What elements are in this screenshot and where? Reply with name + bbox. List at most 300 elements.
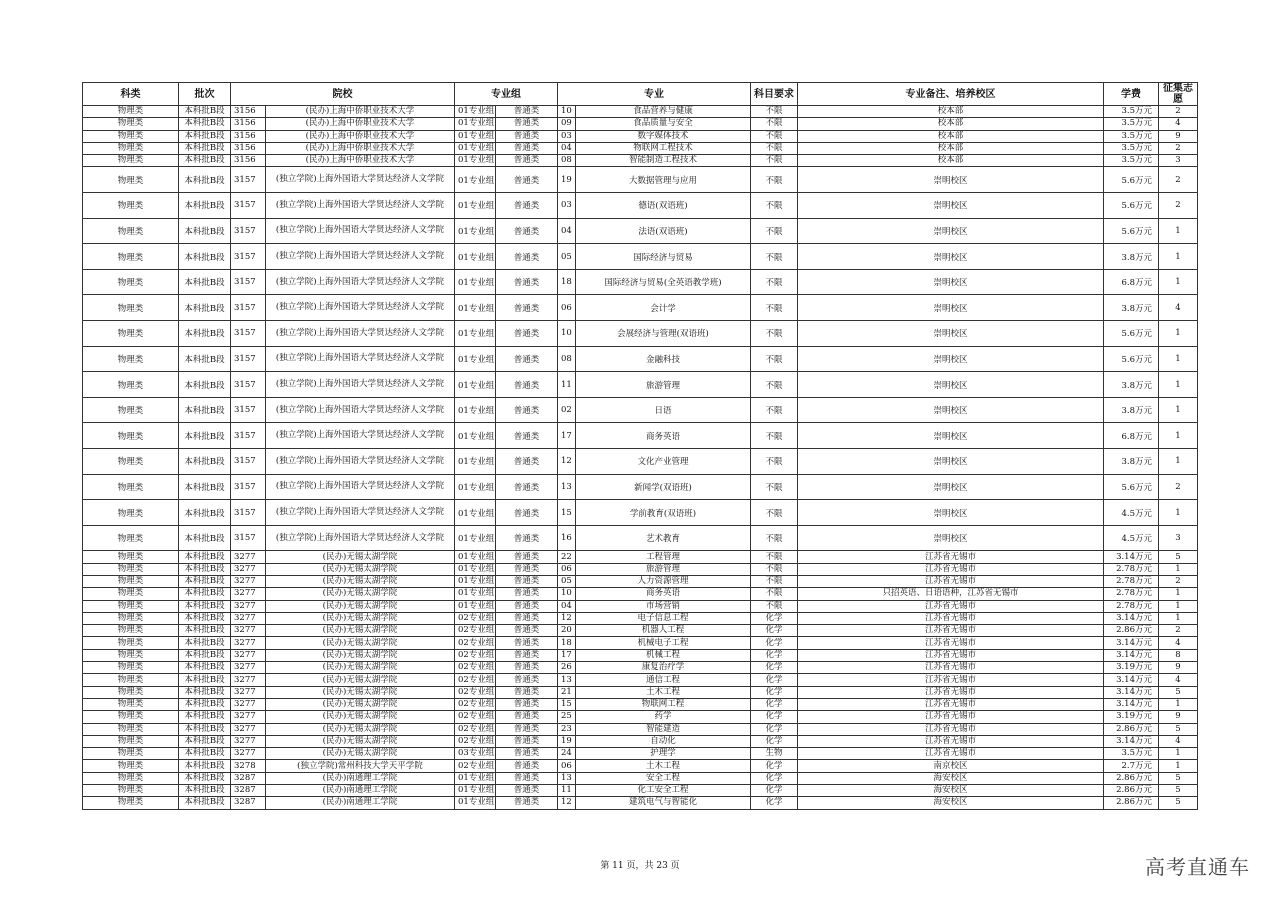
group-type-cell: 普通类 xyxy=(496,372,558,398)
solicit-count-cell: 3 xyxy=(1159,525,1198,551)
group-cell: 02专业组 xyxy=(455,637,496,649)
major-code-cell: 19 xyxy=(558,735,576,747)
group-type-cell: 普通类 xyxy=(496,772,558,784)
batch-cell: 本科批B段 xyxy=(179,500,231,526)
subject-req-cell: 不限 xyxy=(751,372,798,398)
group-cell: 01专业组 xyxy=(455,500,496,526)
table-row xyxy=(83,674,1198,686)
major-name-cell: 智能建造 xyxy=(576,723,751,735)
major-name-cell: 国际经济与贸易(全英语教学班) xyxy=(576,269,751,295)
solicit-count-cell: 1 xyxy=(1159,563,1198,575)
group-type-cell: 普通类 xyxy=(496,193,558,219)
major-name-cell: 通信工程 xyxy=(576,674,751,686)
tuition-cell: 3.14万元 xyxy=(1104,698,1159,710)
table-row xyxy=(83,649,1198,661)
campus-note-cell: 江苏省无锡市 xyxy=(798,723,1104,735)
category-cell: 物理类 xyxy=(83,118,179,130)
campus-note-cell: 海安校区 xyxy=(798,785,1104,797)
major-name-cell: 商务英语 xyxy=(576,423,751,449)
school-name-cell: (民办)无锡太湖学院 xyxy=(266,674,455,686)
major-name-cell: 日语 xyxy=(576,397,751,423)
col-header-tuition: 学费 xyxy=(1104,83,1159,106)
school-name-cell: (民办)无锡太湖学院 xyxy=(266,600,455,612)
tuition-cell: 3.8万元 xyxy=(1104,449,1159,475)
school-code-cell: 3277 xyxy=(231,649,266,661)
batch-cell: 本科批B段 xyxy=(179,551,231,563)
solicit-count-cell: 2 xyxy=(1159,106,1198,118)
tuition-cell: 3.14万元 xyxy=(1104,649,1159,661)
school-code-cell: 3278 xyxy=(231,760,266,772)
group-cell: 01专业组 xyxy=(455,785,496,797)
table-row xyxy=(83,118,1198,130)
major-code-cell: 12 xyxy=(558,449,576,475)
solicit-count-cell: 1 xyxy=(1159,600,1198,612)
group-type-cell: 普通类 xyxy=(496,500,558,526)
major-code-cell: 13 xyxy=(558,772,576,784)
group-cell: 01专业组 xyxy=(455,588,496,600)
batch-cell: 本科批B段 xyxy=(179,372,231,398)
major-name-cell: 机器人工程 xyxy=(576,625,751,637)
group-cell: 01专业组 xyxy=(455,797,496,809)
group-type-cell: 普通类 xyxy=(496,551,558,563)
batch-cell: 本科批B段 xyxy=(179,735,231,747)
table-row xyxy=(83,474,1198,500)
table-row xyxy=(83,142,1198,154)
major-name-cell: 旅游管理 xyxy=(576,563,751,575)
school-code-cell: 3157 xyxy=(231,525,266,551)
table-row xyxy=(83,130,1198,142)
table-row xyxy=(83,588,1198,600)
group-cell: 02专业组 xyxy=(455,649,496,661)
campus-note-cell: 崇明校区 xyxy=(798,295,1104,321)
major-name-cell: 法语(双语班) xyxy=(576,218,751,244)
table-body xyxy=(83,106,1198,810)
campus-note-cell: 江苏省无锡市 xyxy=(798,575,1104,587)
group-type-cell: 普通类 xyxy=(496,295,558,321)
category-cell: 物理类 xyxy=(83,760,179,772)
category-cell: 物理类 xyxy=(83,735,179,747)
batch-cell: 本科批B段 xyxy=(179,625,231,637)
major-code-cell: 24 xyxy=(558,748,576,760)
school-code-cell: 3277 xyxy=(231,637,266,649)
category-cell: 物理类 xyxy=(83,637,179,649)
tuition-cell: 3.5万元 xyxy=(1104,142,1159,154)
school-name-cell: (民办)无锡太湖学院 xyxy=(266,686,455,698)
batch-cell: 本科批B段 xyxy=(179,748,231,760)
subject-req-cell: 不限 xyxy=(751,118,798,130)
group-cell: 02专业组 xyxy=(455,698,496,710)
subject-req-cell: 化学 xyxy=(751,723,798,735)
solicit-count-cell: 5 xyxy=(1159,785,1198,797)
batch-cell: 本科批B段 xyxy=(179,449,231,475)
category-cell: 物理类 xyxy=(83,193,179,219)
solicit-count-cell: 5 xyxy=(1159,686,1198,698)
major-code-cell: 03 xyxy=(558,130,576,142)
header-row xyxy=(83,83,1198,106)
major-name-cell: 金融科技 xyxy=(576,346,751,372)
group-type-cell: 普通类 xyxy=(496,244,558,270)
solicit-count-cell: 1 xyxy=(1159,612,1198,624)
solicit-count-cell: 1 xyxy=(1159,321,1198,347)
table-row xyxy=(83,500,1198,526)
batch-cell: 本科批B段 xyxy=(179,612,231,624)
page-number: 第 11 页，共 23 页 xyxy=(600,861,680,871)
solicit-count-cell: 1 xyxy=(1159,218,1198,244)
school-code-cell: 3157 xyxy=(231,500,266,526)
table-row xyxy=(83,563,1198,575)
subject-req-cell: 不限 xyxy=(751,575,798,587)
subject-req-cell: 化学 xyxy=(751,674,798,686)
col-header-subject-req: 科目要求 xyxy=(751,83,798,106)
school-code-cell: 3157 xyxy=(231,269,266,295)
major-name-cell: 康复治疗学 xyxy=(576,662,751,674)
school-code-cell: 3277 xyxy=(231,662,266,674)
campus-note-cell: 江苏省无锡市 xyxy=(798,649,1104,661)
solicit-count-cell: 2 xyxy=(1159,575,1198,587)
group-type-cell: 普通类 xyxy=(496,142,558,154)
campus-note-cell: 江苏省无锡市 xyxy=(798,662,1104,674)
category-cell: 物理类 xyxy=(83,269,179,295)
group-type-cell: 普通类 xyxy=(496,218,558,244)
school-name-cell: (独立学院)上海外国语大学贤达经济人文学院 xyxy=(266,397,455,423)
group-cell: 01专业组 xyxy=(455,321,496,347)
category-cell: 物理类 xyxy=(83,142,179,154)
school-name-cell: (民办)无锡太湖学院 xyxy=(266,563,455,575)
major-code-cell: 17 xyxy=(558,423,576,449)
major-name-cell: 药学 xyxy=(576,711,751,723)
subject-req-cell: 不限 xyxy=(751,269,798,295)
group-cell: 01专业组 xyxy=(455,423,496,449)
major-code-cell: 18 xyxy=(558,269,576,295)
school-name-cell: (独立学院)上海外国语大学贤达经济人文学院 xyxy=(266,167,455,193)
school-code-cell: 3277 xyxy=(231,625,266,637)
school-name-cell: (独立学院)上海外国语大学贤达经济人文学院 xyxy=(266,423,455,449)
category-cell: 物理类 xyxy=(83,600,179,612)
major-code-cell: 10 xyxy=(558,588,576,600)
category-cell: 物理类 xyxy=(83,500,179,526)
admission-table xyxy=(82,82,1198,810)
tuition-cell: 3.8万元 xyxy=(1104,295,1159,321)
solicit-count-cell: 4 xyxy=(1159,118,1198,130)
solicit-count-cell: 1 xyxy=(1159,760,1198,772)
batch-cell: 本科批B段 xyxy=(179,244,231,270)
school-name-cell: (民办)无锡太湖学院 xyxy=(266,612,455,624)
table-row xyxy=(83,748,1198,760)
table-row xyxy=(83,662,1198,674)
table-row xyxy=(83,218,1198,244)
category-cell: 物理类 xyxy=(83,662,179,674)
subject-req-cell: 化学 xyxy=(751,637,798,649)
major-code-cell: 26 xyxy=(558,662,576,674)
major-code-cell: 19 xyxy=(558,167,576,193)
solicit-count-cell: 1 xyxy=(1159,269,1198,295)
category-cell: 物理类 xyxy=(83,244,179,270)
solicit-count-cell: 2 xyxy=(1159,167,1198,193)
tuition-cell: 5.6万元 xyxy=(1104,193,1159,219)
table-row xyxy=(83,193,1198,219)
major-name-cell: 艺术教育 xyxy=(576,525,751,551)
group-cell: 01专业组 xyxy=(455,155,496,167)
major-name-cell: 食品营养与健康 xyxy=(576,106,751,118)
group-cell: 02专业组 xyxy=(455,735,496,747)
subject-req-cell: 不限 xyxy=(751,500,798,526)
group-type-cell: 普通类 xyxy=(496,397,558,423)
batch-cell: 本科批B段 xyxy=(179,686,231,698)
subject-req-cell: 化学 xyxy=(751,785,798,797)
major-code-cell: 12 xyxy=(558,797,576,809)
subject-req-cell: 不限 xyxy=(751,551,798,563)
subject-req-cell: 不限 xyxy=(751,167,798,193)
major-name-cell: 物联网工程 xyxy=(576,698,751,710)
major-code-cell: 13 xyxy=(558,474,576,500)
subject-req-cell: 化学 xyxy=(751,662,798,674)
school-code-cell: 3277 xyxy=(231,600,266,612)
major-name-cell: 土木工程 xyxy=(576,760,751,772)
campus-note-cell: 海安校区 xyxy=(798,797,1104,809)
group-cell: 01专业组 xyxy=(455,193,496,219)
group-type-cell: 普通类 xyxy=(496,563,558,575)
category-cell: 物理类 xyxy=(83,474,179,500)
campus-note-cell: 江苏省无锡市 xyxy=(798,637,1104,649)
tuition-cell: 3.14万元 xyxy=(1104,686,1159,698)
campus-note-cell: 崇明校区 xyxy=(798,346,1104,372)
campus-note-cell: 江苏省无锡市 xyxy=(798,711,1104,723)
school-code-cell: 3277 xyxy=(231,723,266,735)
group-type-cell: 普通类 xyxy=(496,698,558,710)
group-type-cell: 普通类 xyxy=(496,106,558,118)
group-cell: 01专业组 xyxy=(455,575,496,587)
school-name-cell: (民办)无锡太湖学院 xyxy=(266,625,455,637)
solicit-count-cell: 4 xyxy=(1159,674,1198,686)
group-type-cell: 普通类 xyxy=(496,155,558,167)
subject-req-cell: 不限 xyxy=(751,321,798,347)
solicit-count-cell: 9 xyxy=(1159,711,1198,723)
col-header-school: 院校 xyxy=(231,83,455,106)
group-cell: 02专业组 xyxy=(455,760,496,772)
tuition-cell: 3.14万元 xyxy=(1104,612,1159,624)
category-cell: 物理类 xyxy=(83,346,179,372)
group-cell: 02专业组 xyxy=(455,674,496,686)
batch-cell: 本科批B段 xyxy=(179,588,231,600)
major-code-cell: 05 xyxy=(558,244,576,270)
category-cell: 物理类 xyxy=(83,748,179,760)
major-code-cell: 06 xyxy=(558,760,576,772)
table-row xyxy=(83,106,1198,118)
major-code-cell: 09 xyxy=(558,118,576,130)
tuition-cell: 3.14万元 xyxy=(1104,637,1159,649)
major-code-cell: 10 xyxy=(558,321,576,347)
category-cell: 物理类 xyxy=(83,551,179,563)
col-header-notes-campus: 专业备注、培养校区 xyxy=(798,83,1104,106)
batch-cell: 本科批B段 xyxy=(179,474,231,500)
major-code-cell: 10 xyxy=(558,106,576,118)
school-code-cell: 3277 xyxy=(231,563,266,575)
school-name-cell: (民办)无锡太湖学院 xyxy=(266,735,455,747)
solicit-count-cell: 1 xyxy=(1159,449,1198,475)
group-type-cell: 普通类 xyxy=(496,588,558,600)
subject-req-cell: 化学 xyxy=(751,698,798,710)
batch-cell: 本科批B段 xyxy=(179,785,231,797)
subject-req-cell: 不限 xyxy=(751,474,798,500)
tuition-cell: 6.8万元 xyxy=(1104,269,1159,295)
category-cell: 物理类 xyxy=(83,372,179,398)
campus-note-cell: 江苏省无锡市 xyxy=(798,563,1104,575)
campus-note-cell: 江苏省无锡市 xyxy=(798,551,1104,563)
batch-cell: 本科批B段 xyxy=(179,106,231,118)
campus-note-cell: 崇明校区 xyxy=(798,193,1104,219)
table-row xyxy=(83,346,1198,372)
group-cell: 02专业组 xyxy=(455,625,496,637)
group-type-cell: 普通类 xyxy=(496,637,558,649)
school-code-cell: 3157 xyxy=(231,397,266,423)
batch-cell: 本科批B段 xyxy=(179,118,231,130)
campus-note-cell: 崇明校区 xyxy=(798,474,1104,500)
solicit-count-cell: 1 xyxy=(1159,588,1198,600)
campus-note-cell: 校本部 xyxy=(798,130,1104,142)
table-row xyxy=(83,698,1198,710)
group-type-cell: 普通类 xyxy=(496,423,558,449)
school-name-cell: (独立学院)上海外国语大学贤达经济人文学院 xyxy=(266,321,455,347)
group-cell: 01专业组 xyxy=(455,269,496,295)
major-name-cell: 人力资源管理 xyxy=(576,575,751,587)
major-name-cell: 德语(双语班) xyxy=(576,193,751,219)
school-name-cell: (独立学院)上海外国语大学贤达经济人文学院 xyxy=(266,372,455,398)
group-type-cell: 普通类 xyxy=(496,785,558,797)
group-type-cell: 普通类 xyxy=(496,748,558,760)
category-cell: 物理类 xyxy=(83,698,179,710)
major-code-cell: 06 xyxy=(558,295,576,321)
school-code-cell: 3287 xyxy=(231,797,266,809)
batch-cell: 本科批B段 xyxy=(179,295,231,321)
group-type-cell: 普通类 xyxy=(496,167,558,193)
batch-cell: 本科批B段 xyxy=(179,760,231,772)
batch-cell: 本科批B段 xyxy=(179,637,231,649)
major-name-cell: 电子信息工程 xyxy=(576,612,751,624)
school-name-cell: (民办)无锡太湖学院 xyxy=(266,649,455,661)
group-cell: 02专业组 xyxy=(455,662,496,674)
major-name-cell: 会计学 xyxy=(576,295,751,321)
table-row xyxy=(83,772,1198,784)
table-row xyxy=(83,575,1198,587)
major-name-cell: 旅游管理 xyxy=(576,372,751,398)
group-cell: 01专业组 xyxy=(455,218,496,244)
campus-note-cell: 江苏省无锡市 xyxy=(798,600,1104,612)
category-cell: 物理类 xyxy=(83,106,179,118)
campus-note-cell: 崇明校区 xyxy=(798,500,1104,526)
subject-req-cell: 化学 xyxy=(751,711,798,723)
major-name-cell: 会展经济与管理(双语班) xyxy=(576,321,751,347)
major-name-cell: 文化产业管理 xyxy=(576,449,751,475)
school-name-cell: (独立学院)上海外国语大学贤达经济人文学院 xyxy=(266,269,455,295)
category-cell: 物理类 xyxy=(83,723,179,735)
campus-note-cell: 江苏省无锡市 xyxy=(798,674,1104,686)
batch-cell: 本科批B段 xyxy=(179,600,231,612)
school-name-cell: (民办)南通理工学院 xyxy=(266,785,455,797)
school-code-cell: 3277 xyxy=(231,674,266,686)
campus-note-cell: 江苏省无锡市 xyxy=(798,748,1104,760)
solicit-count-cell: 5 xyxy=(1159,797,1198,809)
subject-req-cell: 生物 xyxy=(751,748,798,760)
subject-req-cell: 不限 xyxy=(751,130,798,142)
batch-cell: 本科批B段 xyxy=(179,797,231,809)
tuition-cell: 3.5万元 xyxy=(1104,130,1159,142)
solicit-count-cell: 1 xyxy=(1159,346,1198,372)
group-cell: 02专业组 xyxy=(455,612,496,624)
school-name-cell: (独立学院)上海外国语大学贤达经济人文学院 xyxy=(266,346,455,372)
solicit-count-cell: 2 xyxy=(1159,625,1198,637)
major-name-cell: 大数据管理与应用 xyxy=(576,167,751,193)
campus-note-cell: 崇明校区 xyxy=(798,244,1104,270)
school-name-cell: (民办)上海中侨职业技术大学 xyxy=(266,118,455,130)
campus-note-cell: 校本部 xyxy=(798,106,1104,118)
solicit-count-cell: 1 xyxy=(1159,748,1198,760)
group-type-cell: 普通类 xyxy=(496,130,558,142)
major-code-cell: 04 xyxy=(558,142,576,154)
major-name-cell: 国际经济与贸易 xyxy=(576,244,751,270)
group-type-cell: 普通类 xyxy=(496,346,558,372)
batch-cell: 本科批B段 xyxy=(179,321,231,347)
campus-note-cell: 校本部 xyxy=(798,118,1104,130)
tuition-cell: 3.14万元 xyxy=(1104,735,1159,747)
school-code-cell: 3277 xyxy=(231,711,266,723)
solicit-count-cell: 1 xyxy=(1159,397,1198,423)
category-cell: 物理类 xyxy=(83,130,179,142)
major-name-cell: 市场营销 xyxy=(576,600,751,612)
major-name-cell: 护理学 xyxy=(576,748,751,760)
school-name-cell: (民办)无锡太湖学院 xyxy=(266,698,455,710)
major-name-cell: 食品质量与安全 xyxy=(576,118,751,130)
group-cell: 02专业组 xyxy=(455,686,496,698)
campus-note-cell: 江苏省无锡市 xyxy=(798,612,1104,624)
tuition-cell: 5.6万元 xyxy=(1104,167,1159,193)
campus-note-cell: 校本部 xyxy=(798,155,1104,167)
solicit-count-cell: 1 xyxy=(1159,372,1198,398)
category-cell: 物理类 xyxy=(83,612,179,624)
group-type-cell: 普通类 xyxy=(496,321,558,347)
school-code-cell: 3157 xyxy=(231,346,266,372)
subject-req-cell: 不限 xyxy=(751,588,798,600)
major-name-cell: 自动化 xyxy=(576,735,751,747)
table-row xyxy=(83,711,1198,723)
tuition-cell: 3.5万元 xyxy=(1104,106,1159,118)
category-cell: 物理类 xyxy=(83,449,179,475)
subject-req-cell: 不限 xyxy=(751,218,798,244)
tuition-cell: 5.6万元 xyxy=(1104,218,1159,244)
batch-cell: 本科批B段 xyxy=(179,698,231,710)
table-row xyxy=(83,612,1198,624)
group-type-cell: 普通类 xyxy=(496,600,558,612)
group-type-cell: 普通类 xyxy=(496,662,558,674)
major-code-cell: 16 xyxy=(558,525,576,551)
table-row xyxy=(83,723,1198,735)
major-name-cell: 智能制造工程技术 xyxy=(576,155,751,167)
tuition-cell: 3.5万元 xyxy=(1104,155,1159,167)
school-name-cell: (民办)无锡太湖学院 xyxy=(266,637,455,649)
category-cell: 物理类 xyxy=(83,625,179,637)
school-name-cell: (民办)上海中侨职业技术大学 xyxy=(266,155,455,167)
school-code-cell: 3277 xyxy=(231,612,266,624)
batch-cell: 本科批B段 xyxy=(179,130,231,142)
campus-note-cell: 崇明校区 xyxy=(798,525,1104,551)
table-row xyxy=(83,686,1198,698)
group-type-cell: 普通类 xyxy=(496,649,558,661)
solicit-count-cell: 9 xyxy=(1159,662,1198,674)
tuition-cell: 3.14万元 xyxy=(1104,674,1159,686)
subject-req-cell: 不限 xyxy=(751,525,798,551)
major-code-cell: 08 xyxy=(558,155,576,167)
campus-note-cell: 崇明校区 xyxy=(798,167,1104,193)
col-header-batch: 批次 xyxy=(179,83,231,106)
